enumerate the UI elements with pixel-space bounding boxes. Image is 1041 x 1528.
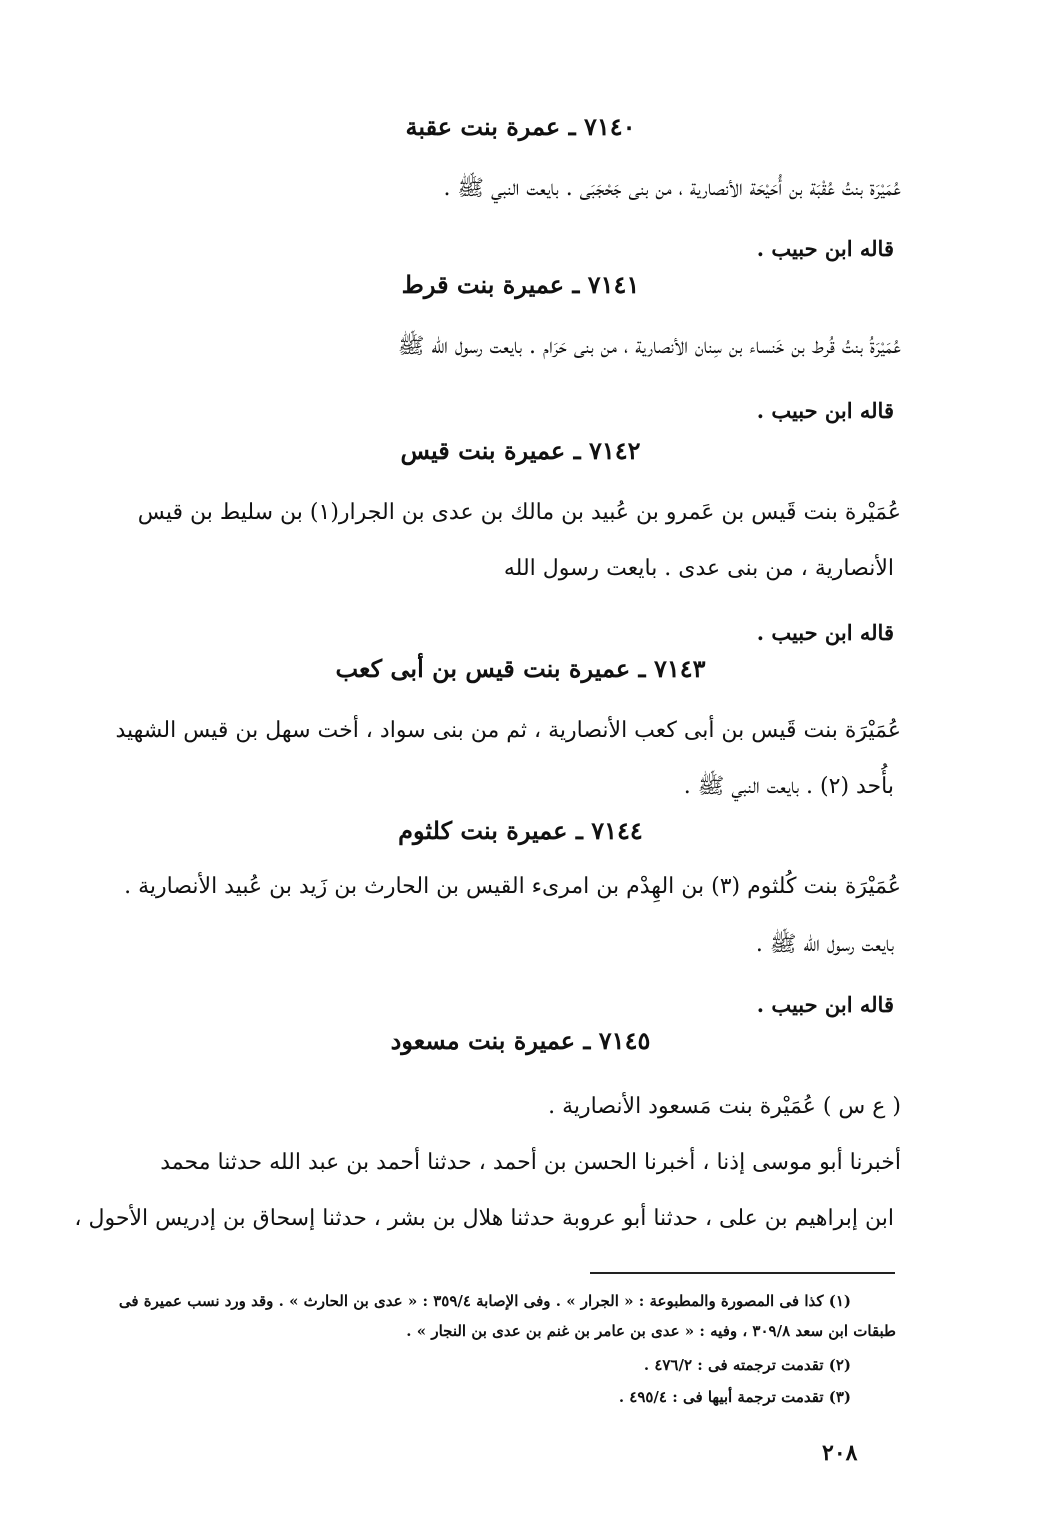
entry-7141-source: قاله ابن حبيب .: [756, 398, 894, 423]
entry-7141-text-line-1: عُمَيْرَةُ بنتُ قُرط بن خَنساء بن سِنان الأنصارية ، من بنى حَرَام . بايعت رسول الله ﷺ: [397, 334, 901, 359]
entry-7142-source: قاله ابن حبيب .: [756, 620, 894, 645]
entry-7144-source: قاله ابن حبيب .: [756, 992, 894, 1017]
footnote-1-line-1: (١) كذا فى المصورة والمطبوعة : « الجرار » . وفى الإصابة ٣٥٩/٤ : « عدى بن الحارث » . وقد ورد نسب عميرة فى: [118, 1292, 851, 1310]
entry-heading-7140: ٧١٤٠ ـ عمرة بنت عقبة: [405, 112, 636, 141]
entry-heading-7144: ٧١٤٤ ـ عميرة بنت كلثوم: [398, 816, 643, 845]
entry-7142-text-line-2: الأنصارية ، من بنى عدى . بايعت رسول الله: [503, 556, 894, 581]
entry-7144-text-line-1: عُمَيْرَة بنت كُلثوم (٣) بن الهِدْم بن امرىء القيس بن الحارث بن زَيد بن عُبيد الأنصارية .: [124, 874, 901, 899]
entry-heading-7143: ٧١٤٣ ـ عميرة بنت قيس بن أبى كعب: [335, 654, 706, 683]
footnote-1-line-2: طبقات ابن سعد ٣٠٩/٨ ، وفيه : « عدى بن عامر بن غنم بن عدى بن النجار » .: [406, 1322, 896, 1340]
entry-7142-text-line-1: عُمَيْرة بنت قَيس بن عَمرو بن عُبيد بن مالك بن عدى بن الجرار(١) بن سليط بن قيس: [137, 500, 901, 525]
footnote-divider: [590, 1272, 895, 1274]
entry-heading-7141: ٧١٤١ ـ عميرة بنت قرط: [401, 270, 640, 299]
footnote-3: (٣) تقدمت ترجمة أبيها فى : ٤٩٥/٤ .: [618, 1388, 851, 1406]
entry-7145-text-line-2: أخبرنا أبو موسى إذنا ، أخبرنا الحسن بن أحمد ، حدثنا أحمد بن عبد الله حدثنا محمد: [160, 1150, 901, 1175]
entry-7145-text-line-1: ( ع س ) عُمَيْرة بنت مَسعود الأنصارية .: [548, 1094, 901, 1119]
entry-7143-text-line-2: بأُحد (٢) . بايعت النبي ﷺ .: [683, 774, 894, 799]
entry-7143-text-line-1: عُمَيْرَة بنت قَيس بن أبى كعب الأنصارية ، ثم من بنى سواد ، أخت سهل بن قيس الشهيد: [115, 718, 901, 743]
entry-7144-text-line-2: بايعت رسول الله ﷺ .: [755, 932, 894, 957]
entry-7145-text-line-3: ابن إبراهيم بن على ، حدثنا أبو عروبة حدثنا هلال بن بشر ، حدثنا إسحاق بن إدريس الأحول ،: [74, 1206, 894, 1231]
footnote-2: (٢) تقدمت ترجمته فى : ٤٧٦/٢ .: [643, 1356, 851, 1374]
entry-heading-7145: ٧١٤٥ ـ عميرة بنت مسعود: [390, 1026, 651, 1055]
entry-heading-7142: ٧١٤٢ ـ عميرة بنت قيس: [400, 436, 641, 465]
entry-7140-text-line-1: عُمَيْرَة بنتُ عُقْبَة بن أُحَيْحَة الأنصارية ، من بنى جَحْجَبَى . بايعت النبي ﷺ .: [443, 176, 901, 201]
entry-7140-source: قاله ابن حبيب .: [756, 236, 894, 261]
page-number: ٢٠٨: [822, 1440, 858, 1466]
